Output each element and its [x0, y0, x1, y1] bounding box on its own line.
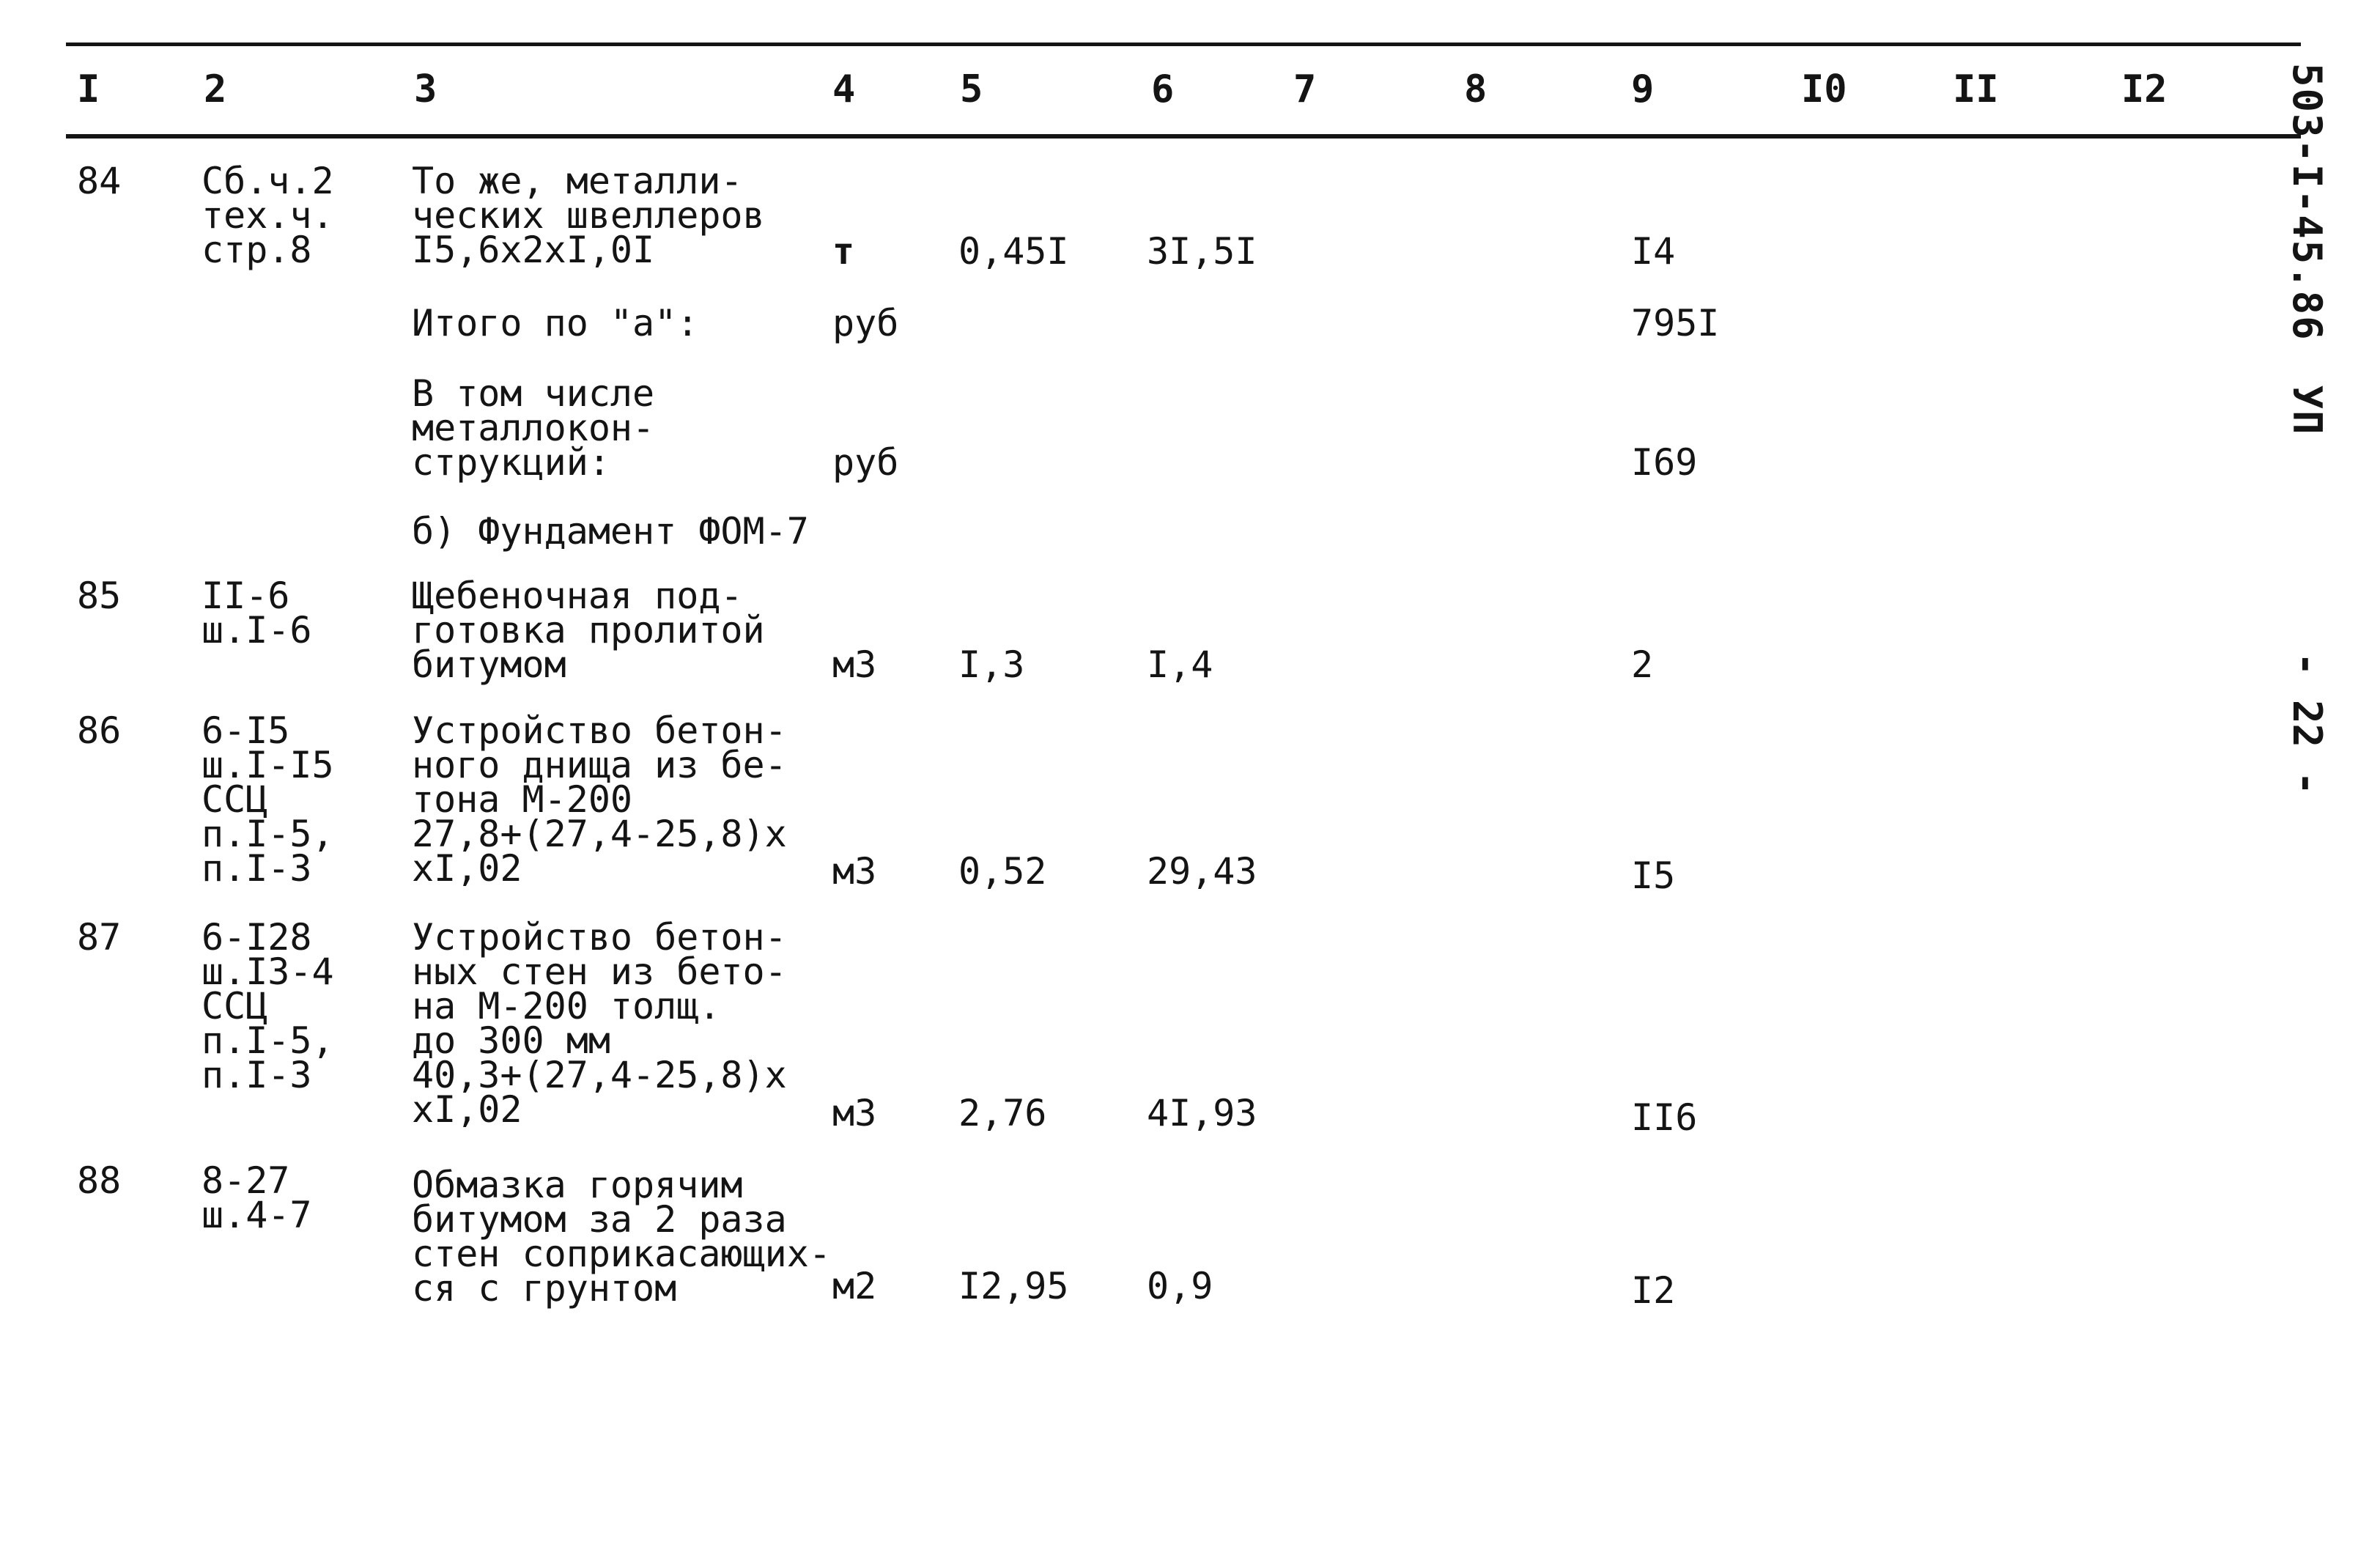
- metal-subtotal-label: В том числе металлокон- струкций:: [412, 372, 655, 484]
- row-86-total: I5: [1631, 854, 1676, 897]
- column-header-9: 9: [1631, 67, 1655, 111]
- row-86-number: 86: [77, 709, 122, 752]
- row-85-price: I,4: [1147, 643, 1213, 686]
- row-88-desc: Обмазка горячим битумом за 2 раза стен соприкасающих- ся с грунтом: [412, 1164, 831, 1310]
- row-84-unit: т: [832, 230, 855, 273]
- row-88-qty: I2,95: [958, 1265, 1069, 1307]
- row-86-unit: м3: [832, 850, 877, 893]
- row-88-price: 0,9: [1147, 1265, 1213, 1307]
- row-86-qty: 0,52: [958, 850, 1047, 893]
- column-header-12: I2: [2121, 67, 2168, 111]
- document-code: [2284, 63, 2330, 436]
- row-88-ref: 8-27 ш.4-7: [202, 1159, 312, 1236]
- row-85-ref: II-6 ш.I-6: [202, 575, 312, 651]
- row-87-unit: м3: [832, 1092, 877, 1134]
- row-87-total: II6: [1631, 1096, 1698, 1139]
- subtotal-a-total: 795I: [1631, 302, 1720, 344]
- row-86-ref: 6-I5 ш.I-I5 ССЦ п.I-5, п.I-3: [202, 709, 334, 890]
- row-86-price: 29,43: [1147, 850, 1257, 893]
- row-84-number: 84: [77, 160, 122, 202]
- row-85-unit: м3: [832, 643, 877, 686]
- page-number: - 22 -: [2284, 652, 2330, 796]
- row-85-qty: I,3: [958, 643, 1025, 686]
- column-header-5: 5: [960, 67, 983, 111]
- column-header-7: 7: [1293, 67, 1317, 111]
- row-88-number: 88: [77, 1159, 122, 1202]
- row-84-qty: 0,45I: [958, 230, 1069, 273]
- metal-subtotal-total: I69: [1631, 441, 1698, 484]
- column-header-1: I: [77, 67, 100, 111]
- row-84-total: I4: [1631, 230, 1676, 273]
- column-header-6: 6: [1151, 67, 1175, 111]
- subtotal-a-label: Итого по "а":: [412, 302, 699, 344]
- row-87-desc: Устройство бетон- ных стен из бето- на М-200 толщ. до 300 мм 40,3+(27,4-25,8)x xI,02: [412, 916, 787, 1131]
- subtotal-a-unit: руб: [832, 302, 899, 344]
- row-85-total: 2: [1631, 643, 1654, 686]
- metal-subtotal-unit: руб: [832, 441, 899, 484]
- row-85-desc: Щебеночная под- готовка пролитой битумом: [412, 575, 765, 686]
- row-87-price: 4I,93: [1147, 1092, 1257, 1134]
- table-top-rule: [66, 43, 2301, 46]
- document-code-number: 503-I-45.86: [2284, 63, 2330, 341]
- column-header-2: 2: [204, 67, 227, 111]
- row-87-ref: 6-I28 ш.I3-4 ССЦ п.I-5, п.I-3: [202, 916, 334, 1096]
- row-88-unit: м2: [832, 1265, 877, 1307]
- row-86-desc: Устройство бетон- ного днища из бе- тона М-200 27,8+(27,4-25,8)x xI,02: [412, 709, 787, 890]
- row-85-number: 85: [77, 575, 122, 617]
- column-header-4: 4: [832, 67, 856, 111]
- row-84-ref: Сб.ч.2 тех.ч. стр.8: [202, 160, 334, 271]
- column-header-11: II: [1953, 67, 1999, 111]
- album-label: УП: [2284, 385, 2330, 436]
- column-header-10: I0: [1801, 67, 1847, 111]
- section-heading: б) Фундамент ФОМ-7: [412, 510, 809, 553]
- row-87-number: 87: [77, 916, 122, 959]
- row-84-desc: То же, металли- ческих швеллеров I5,6x2xI,0I: [412, 160, 765, 271]
- column-header-3: 3: [414, 67, 437, 111]
- row-87-qty: 2,76: [958, 1092, 1047, 1134]
- row-84-price: 3I,5I: [1147, 230, 1257, 273]
- row-88-total: I2: [1631, 1269, 1676, 1312]
- table-header-rule: [66, 134, 2301, 139]
- column-header-8: 8: [1464, 67, 1488, 111]
